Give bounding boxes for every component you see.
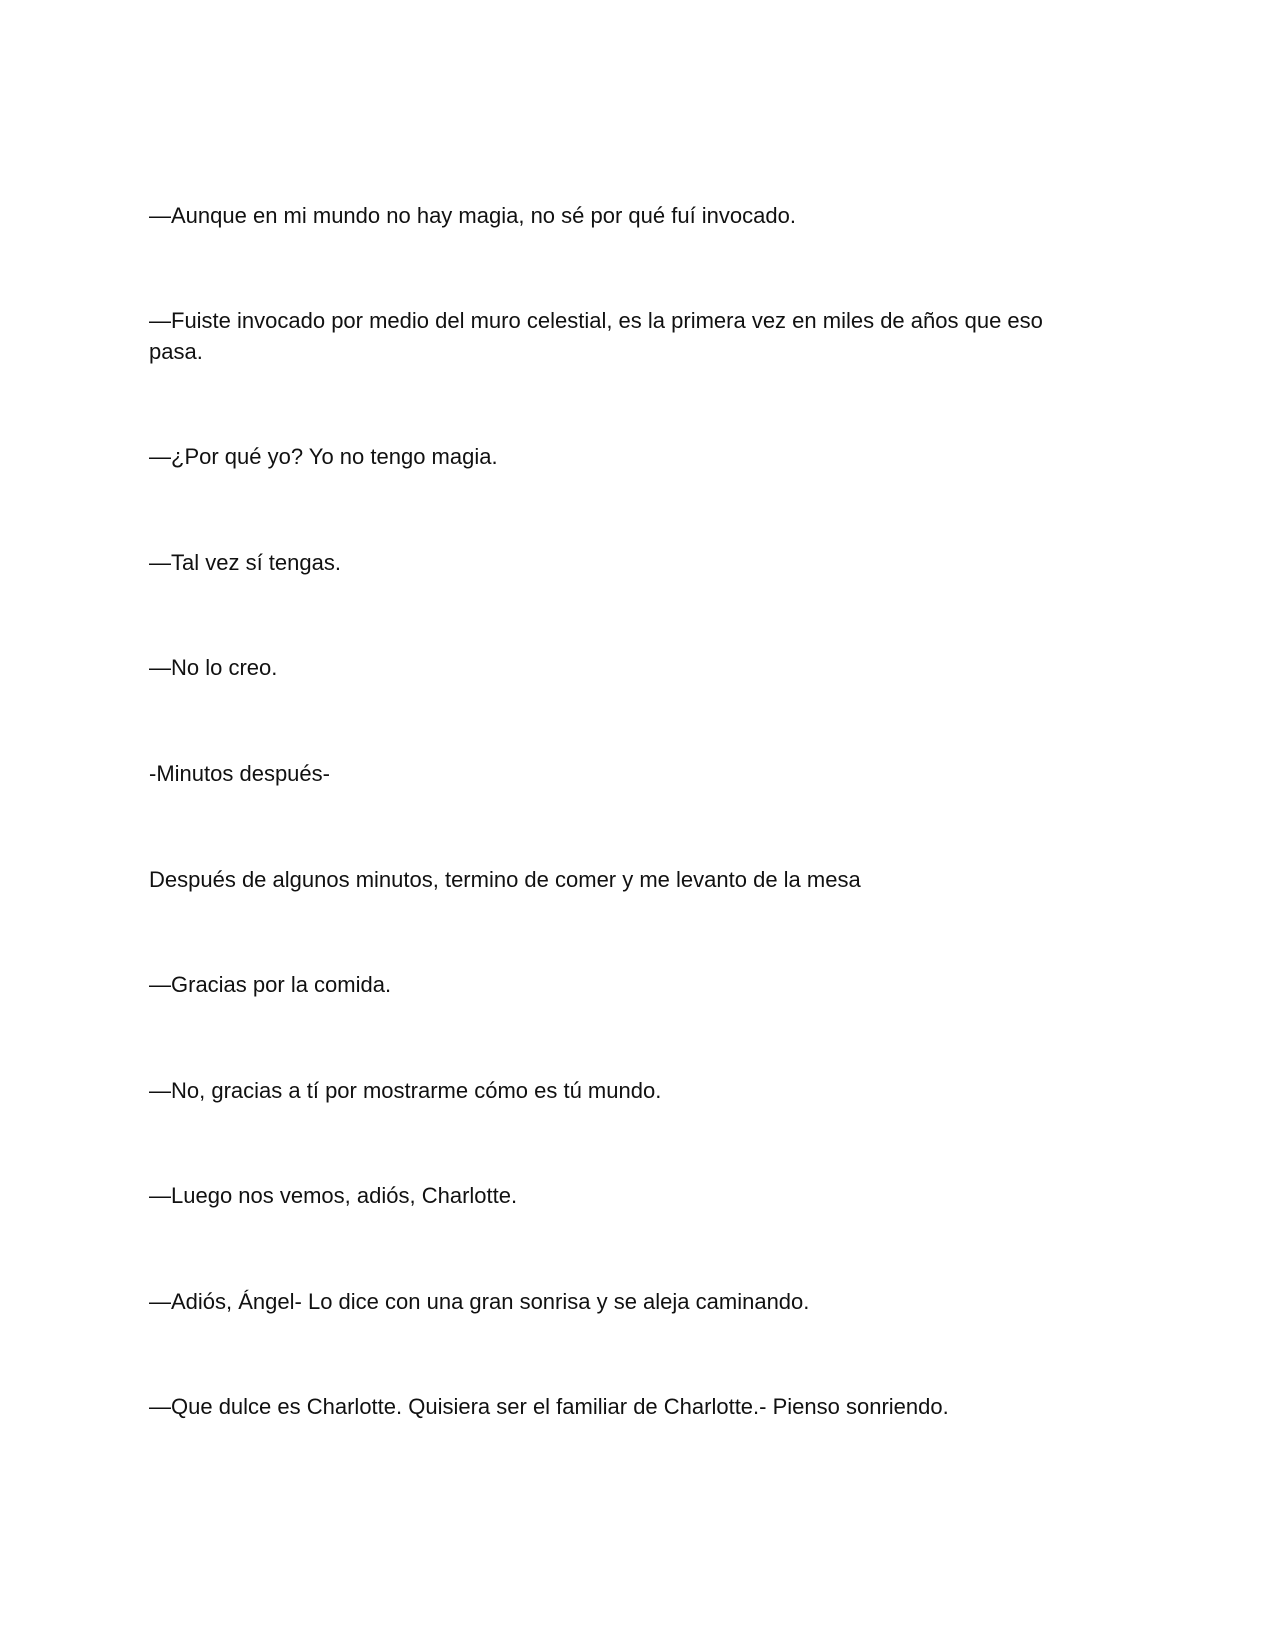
paragraph: —Adiós, Ángel- Lo dice con una gran sonrisa y se aleja caminando. <box>149 1289 810 1314</box>
paragraph: Después de algunos minutos, termino de comer y me levanto de la mesa <box>149 867 861 892</box>
paragraph: —¿Por qué yo? Yo no tengo magia. <box>149 444 498 469</box>
paragraph: —Gracias por la comida. <box>149 972 392 997</box>
paragraph: —No lo creo. <box>149 655 278 680</box>
paragraph: —Que dulce es Charlotte. Quisiera ser el familiar de Charlotte.- Pienso sonriendo. <box>149 1394 949 1419</box>
paragraph: —No, gracias a tí por mostrarme cómo es tú mundo. <box>149 1078 662 1103</box>
paragraph: —Luego nos vemos, adiós, Charlotte. <box>149 1183 518 1208</box>
paragraph: —Fuiste invocado por medio del muro celestial, es la primera vez en miles de años que eso pasa. <box>149 308 1043 364</box>
paragraph: —Aunque en mi mundo no hay magia, no sé por qué fuí invocado. <box>149 203 796 228</box>
scene-break: -Minutos después- <box>149 761 330 786</box>
paragraph: —Tal vez sí tengas. <box>149 550 341 575</box>
